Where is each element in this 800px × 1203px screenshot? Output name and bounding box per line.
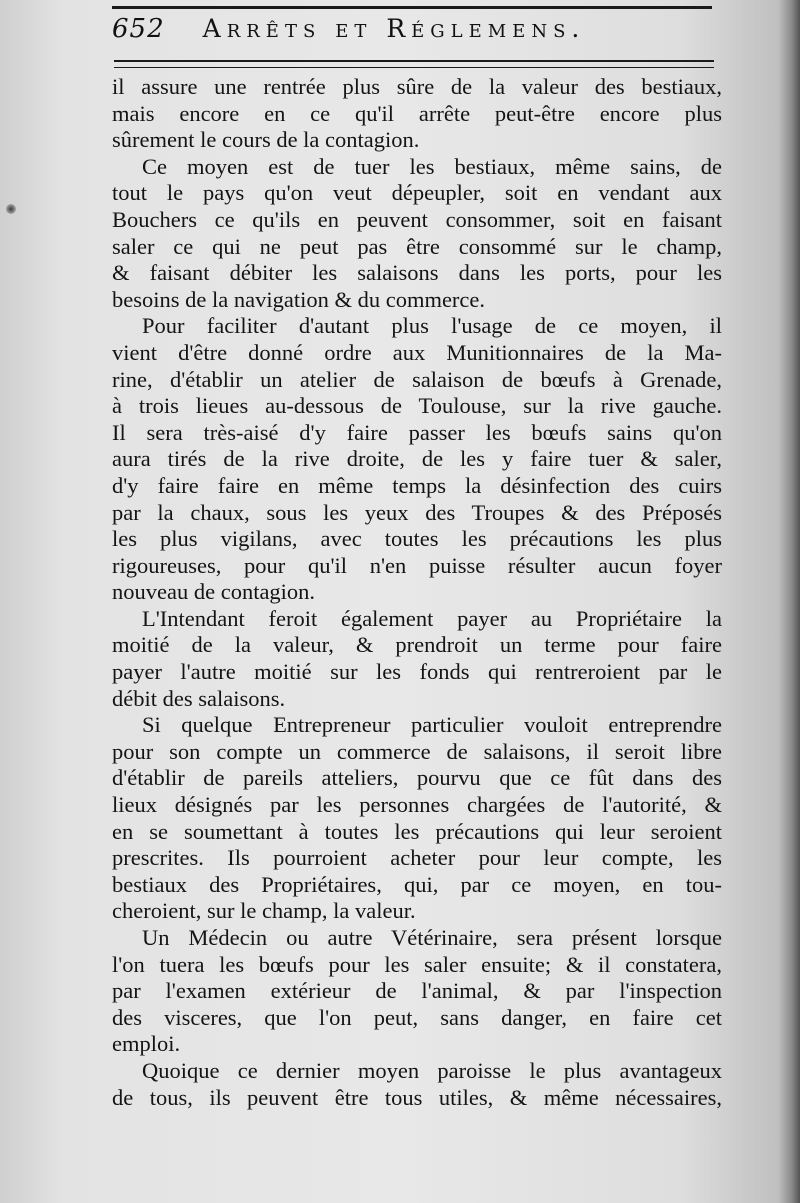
- text-line: par la chaux, sous les yeux des Troupes & des Préposés: [112, 499, 722, 525]
- text-line: Ce moyen est de tuer les bestiaux, même sains, de: [142, 153, 722, 179]
- text-line: besoins de la navigation & du commerce.: [112, 286, 486, 312]
- text-line: les plus vigilans, avec toutes les précautions les plus: [112, 526, 722, 552]
- page-header: [112, 14, 716, 56]
- text-line: vient d'être donné ordre aux Munitionnaires de la Ma-: [112, 339, 722, 365]
- text-line: L'Intendant feroit également payer au Propriétaire la: [142, 605, 722, 631]
- text-line: tout le pays qu'on veut dépeupler, soit en vendant aux: [112, 180, 722, 206]
- text-line: en se soumettant à toutes les précautions qui leur seroient: [112, 818, 722, 844]
- text-line: & faisant débiter les salaisons dans les ports, pour les: [112, 260, 722, 286]
- text-line: Pour faciliter d'autant plus l'usage de ce moyen, il: [142, 313, 722, 339]
- text-line: rine, d'établir un atelier de salaison de bœufs à Grenade,: [112, 366, 722, 392]
- text-line: Il sera très-aisé d'y faire passer les bœufs sains qu'on: [112, 419, 722, 445]
- text-line: Un Médecin ou autre Vétérinaire, sera présent lorsque: [142, 925, 722, 950]
- text-line: aura tirés de la rive droite, de les y faire tuer & saler,: [112, 446, 722, 472]
- text-line: saler ce qui ne peut pas être consommé sur le champ,: [112, 233, 722, 259]
- text-line: des visceres, que l'on peut, sans danger, en faire cet: [112, 1004, 722, 1030]
- header-rule: [114, 60, 714, 68]
- text-line: pour son compte un commerce de salaisons, il seroit libre: [112, 738, 722, 764]
- page-edge-shadow: [778, 0, 800, 1203]
- text-line: cheroient, sur le champ, la valeur.: [112, 898, 416, 924]
- ink-smudge: [6, 204, 16, 214]
- text-line: prescrites. Ils pourroient acheter pour leur compte, les: [112, 845, 722, 871]
- text-line: d'établir de pareils atteliers, pourvu que ce fût dans des: [112, 765, 722, 791]
- top-rule: [112, 6, 712, 9]
- text-line: l'on tuera les bœufs pour les saler ensuite; & il constatera,: [112, 951, 722, 977]
- text-line: il assure une rentrée plus sûre de la valeur des bestiaux,: [112, 74, 722, 99]
- text-line: payer l'autre moitié sur les fonds qui rentreroient par le: [112, 659, 722, 685]
- running-title: Arrêts et Réglemens.: [202, 14, 586, 43]
- text-line: d'y faire faire en même temps la désinfection des cuirs: [112, 472, 722, 498]
- text-line: à trois lieues au-dessous de Toulouse, sur la rive gauche.: [112, 393, 722, 419]
- text-line: sûrement le cours de la contagion.: [112, 127, 420, 153]
- text-line: Si quelque Entrepreneur particulier vouloit entreprendre: [142, 712, 722, 738]
- body-text: [112, 74, 722, 1111]
- page-number: 652: [112, 14, 165, 44]
- text-line: moitié de la valeur, & prendroit un terme pour faire: [112, 632, 722, 658]
- text-line: lieux désignés par les personnes chargées de l'autorité, &: [112, 792, 722, 818]
- text-line: bestiaux des Propriétaires, qui, par ce moyen, en tou-: [112, 871, 722, 897]
- text-line: nouveau de contagion.: [112, 579, 316, 605]
- text-line: Quoique ce dernier moyen paroisse le plus avantageux: [142, 1057, 722, 1083]
- text-line: de tous, ils peuvent être tous utiles, & même nécessaires,: [112, 1084, 722, 1110]
- text-line: par l'examen extérieur de l'animal, & par l'inspection: [112, 978, 722, 1004]
- text-line: mais encore en ce qu'il arrête peut-être encore plus: [112, 100, 722, 126]
- text-line: emploi.: [112, 1031, 181, 1057]
- text-line: débit des salaisons.: [112, 685, 286, 711]
- text-line: Bouchers ce qu'ils en peuvent consommer, soit en faisant: [112, 206, 722, 232]
- text-line: rigoureuses, pour qu'il n'en puisse résulter aucun foyer: [112, 552, 722, 578]
